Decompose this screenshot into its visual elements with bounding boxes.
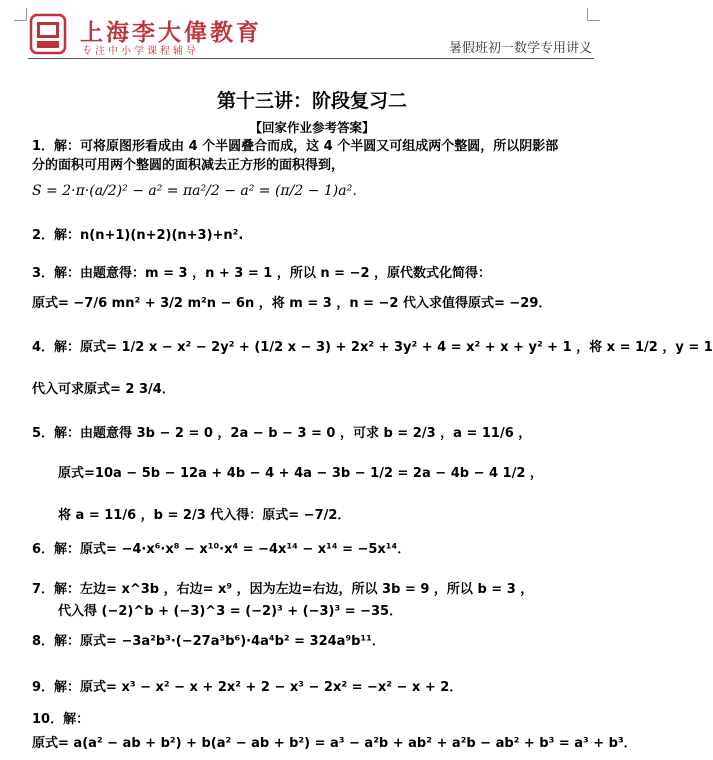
answer-1-text-cont: 分的面积可用两个整圆的面积减去正方形的面积得到， xyxy=(32,158,345,173)
answer-10-formula: 原式= a(a² − ab + b²) + b(a² − ab + b²) = a³ − a²b + ab² + a²b − ab² + b³ = a³ + b³． xyxy=(32,736,637,751)
answer-4-line-2: 代入可求原式= 2 3/4． xyxy=(32,382,175,397)
answer-7-line-2: 代入得 (−2)^b + (−3)^3 = (−2)³ + (−3)³ = −35． xyxy=(58,604,403,619)
answer-5-line-3: 将 a = 11/6 ，b = 2/3 代入得：原式= −7/2． xyxy=(58,508,351,523)
answer-1-text: 1．解：可将原图形看成由 4 个半圆叠合而成，这 4 个半圆又可组成两个整圆，所以阴影部 xyxy=(32,139,559,154)
answer-2: 2．解：n(n+1)(n+2)(n+3)+n². xyxy=(32,228,244,243)
course-label: 暑假班初一数学专用讲义 xyxy=(448,41,592,56)
answer-8: 8．解：原式= −3a²b³·(−27a³b⁶)·4a⁴b² = 324a⁹b¹¹． xyxy=(32,634,385,649)
answer-3-line-1: 3．解：由题意得：m = 3 ，n + 3 = 1 ，所以 n = −2 ，原代数式化简得： xyxy=(32,266,492,281)
answer-10-heading: 10．解： xyxy=(32,712,90,727)
corner-mark-left xyxy=(14,8,27,21)
page-header xyxy=(28,10,594,59)
answer-7-line-1: 7．解：左边= x^3b ，右边= x⁹ ，因为左边=右边，所以 3b = 9 ，所以 b = 3 ， xyxy=(32,582,534,597)
answer-3-line-2: 原式= −7/6 mn² + 3/2 m²n − 6n ，将 m = 3 ，n = −2 代入求值得原式= −29． xyxy=(32,296,552,311)
brand-name: 上海李大偉教育 xyxy=(80,19,262,46)
page-title: 第十三讲：阶段复习二 xyxy=(216,90,407,112)
answer-1-formula: S = 2·π·(a/2)² − a² = πa²/2 − a² = (π/2 − 1)a²． xyxy=(32,183,367,199)
section-subtitle: 【回家作业参考答案】 xyxy=(249,120,375,135)
answer-6: 6．解：原式= −4·x⁶·x⁸ − x¹⁰·x⁴ = −4x¹⁴ − x¹⁴ = −5x¹⁴． xyxy=(32,542,411,557)
brand-logo xyxy=(28,12,68,56)
brand-slogan: 专注中小学课程辅导 xyxy=(82,46,199,57)
answer-5-line-2: 原式=10a − 5b − 12a + 4b − 4 + 4a − 3b − 1/2 = 2a − 4b − 4 1/2 ， xyxy=(58,466,543,481)
answer-5-line-1: 5．解：由题意得 3b − 2 = 0 ，2a − b − 3 = 0 ，可求 b = 2/3 ，a = 11/6 ， xyxy=(32,426,532,441)
answer-4-line-1: 4．解：原式= 1/2 x − x² − 2y² + (1/2 x − 3) + 2x² + 3y² + 4 = x² + x + y² + 1 ，将 x = 1/2 ，y = 1 xyxy=(32,340,713,355)
answer-9: 9．解：原式= x³ − x² − x + 2x² + 2 − x³ − 2x² = −x² − x + 2． xyxy=(32,680,463,695)
